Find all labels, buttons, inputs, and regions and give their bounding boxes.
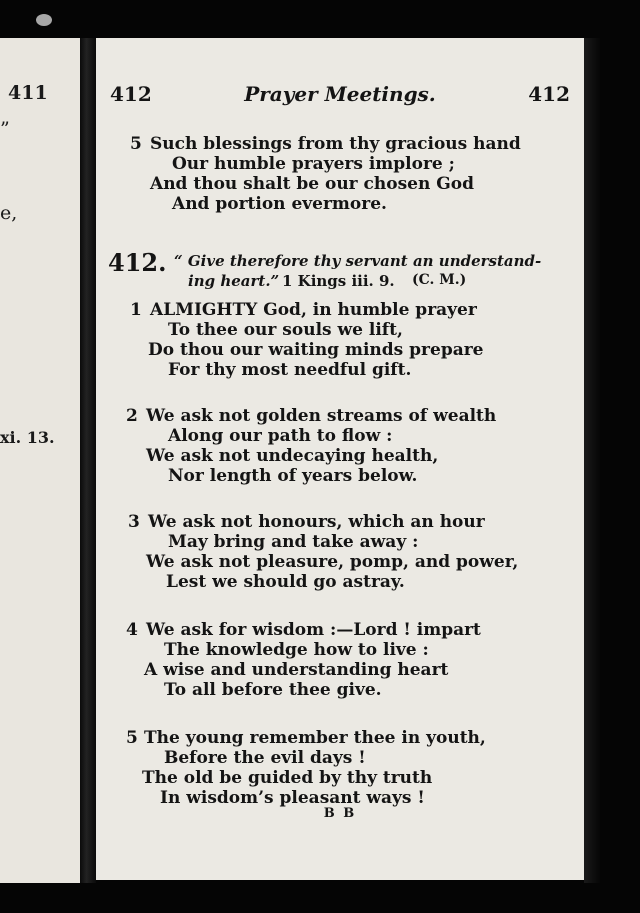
page-number-left: 412 xyxy=(110,82,152,106)
verse-line: The old be guided by thy truth xyxy=(142,768,433,788)
previous-page-number: 411 xyxy=(8,82,48,104)
verse-line: We ask not golden streams of wealth xyxy=(146,406,497,426)
verse-line: ALMIGHTY God, in humble prayer xyxy=(150,300,477,320)
verse-line: Nor length of years below. xyxy=(168,466,418,486)
hymn-meter: (C. M.) xyxy=(412,272,467,288)
verse-line: Lest we should go astray. xyxy=(166,572,405,592)
corner-smudge xyxy=(36,14,52,26)
verse-line: Along our path to flow : xyxy=(168,426,393,446)
verse-line: Do thou our waiting minds prepare xyxy=(148,340,484,360)
verse-line: The young remember thee in youth, xyxy=(144,728,486,748)
scripture-reference: 1 Kings iii. 9. xyxy=(282,272,395,290)
signature-mark: B B xyxy=(323,806,357,821)
verse-line: For thy most needful gift. xyxy=(168,360,412,380)
stanza-number: 1 xyxy=(130,300,142,320)
verse-line: A wise and understanding heart xyxy=(144,660,449,680)
hymn-number: 412. xyxy=(108,248,167,277)
verse-line: And thou shalt be our chosen God xyxy=(150,174,475,194)
page-right-shadow xyxy=(584,38,640,883)
previous-page-fragment: xi. 13. xyxy=(0,428,55,447)
running-title: Prayer Meetings. xyxy=(244,82,436,106)
verse-line: We ask not pleasure, pomp, and power, xyxy=(146,552,519,572)
verse-line: Before the evil days ! xyxy=(164,748,366,768)
book-gutter xyxy=(80,38,96,883)
stanza-number: 4 xyxy=(126,620,138,640)
epigraph-line: “ Give therefore thy servant an understand- xyxy=(174,252,542,270)
verse-line: And portion evermore. xyxy=(172,194,387,214)
verse-line: We ask not honours, which an hour xyxy=(148,512,485,532)
verse-line: To all before thee give. xyxy=(164,680,382,700)
verse-line: Our humble prayers implore ; xyxy=(172,154,455,174)
stanza-number: 5 xyxy=(130,134,142,154)
page-header xyxy=(96,82,584,112)
previous-page-fragment: ” xyxy=(0,118,10,140)
epigraph-line: ing heart.” xyxy=(188,272,280,290)
page-number-right: 412 xyxy=(528,82,570,106)
verse-line: The knowledge how to live : xyxy=(164,640,429,660)
stanza-number: 5 xyxy=(126,728,138,748)
previous-page-fragment: e, xyxy=(0,202,18,224)
verse-line: To thee our souls we lift, xyxy=(168,320,403,340)
stanza-number: 3 xyxy=(128,512,140,532)
verse-line: In wisdom’s pleasant ways ! xyxy=(160,788,425,808)
verse-line: May bring and take away : xyxy=(168,532,419,552)
verse-line: We ask for wisdom :—Lord ! impart xyxy=(146,620,481,640)
verse-line: Such blessings from thy gracious hand xyxy=(150,134,521,154)
stanza-number: 2 xyxy=(126,406,138,426)
previous-page-edge xyxy=(0,38,80,883)
book-page xyxy=(96,38,584,880)
verse-line: We ask not undecaying health, xyxy=(146,446,439,466)
